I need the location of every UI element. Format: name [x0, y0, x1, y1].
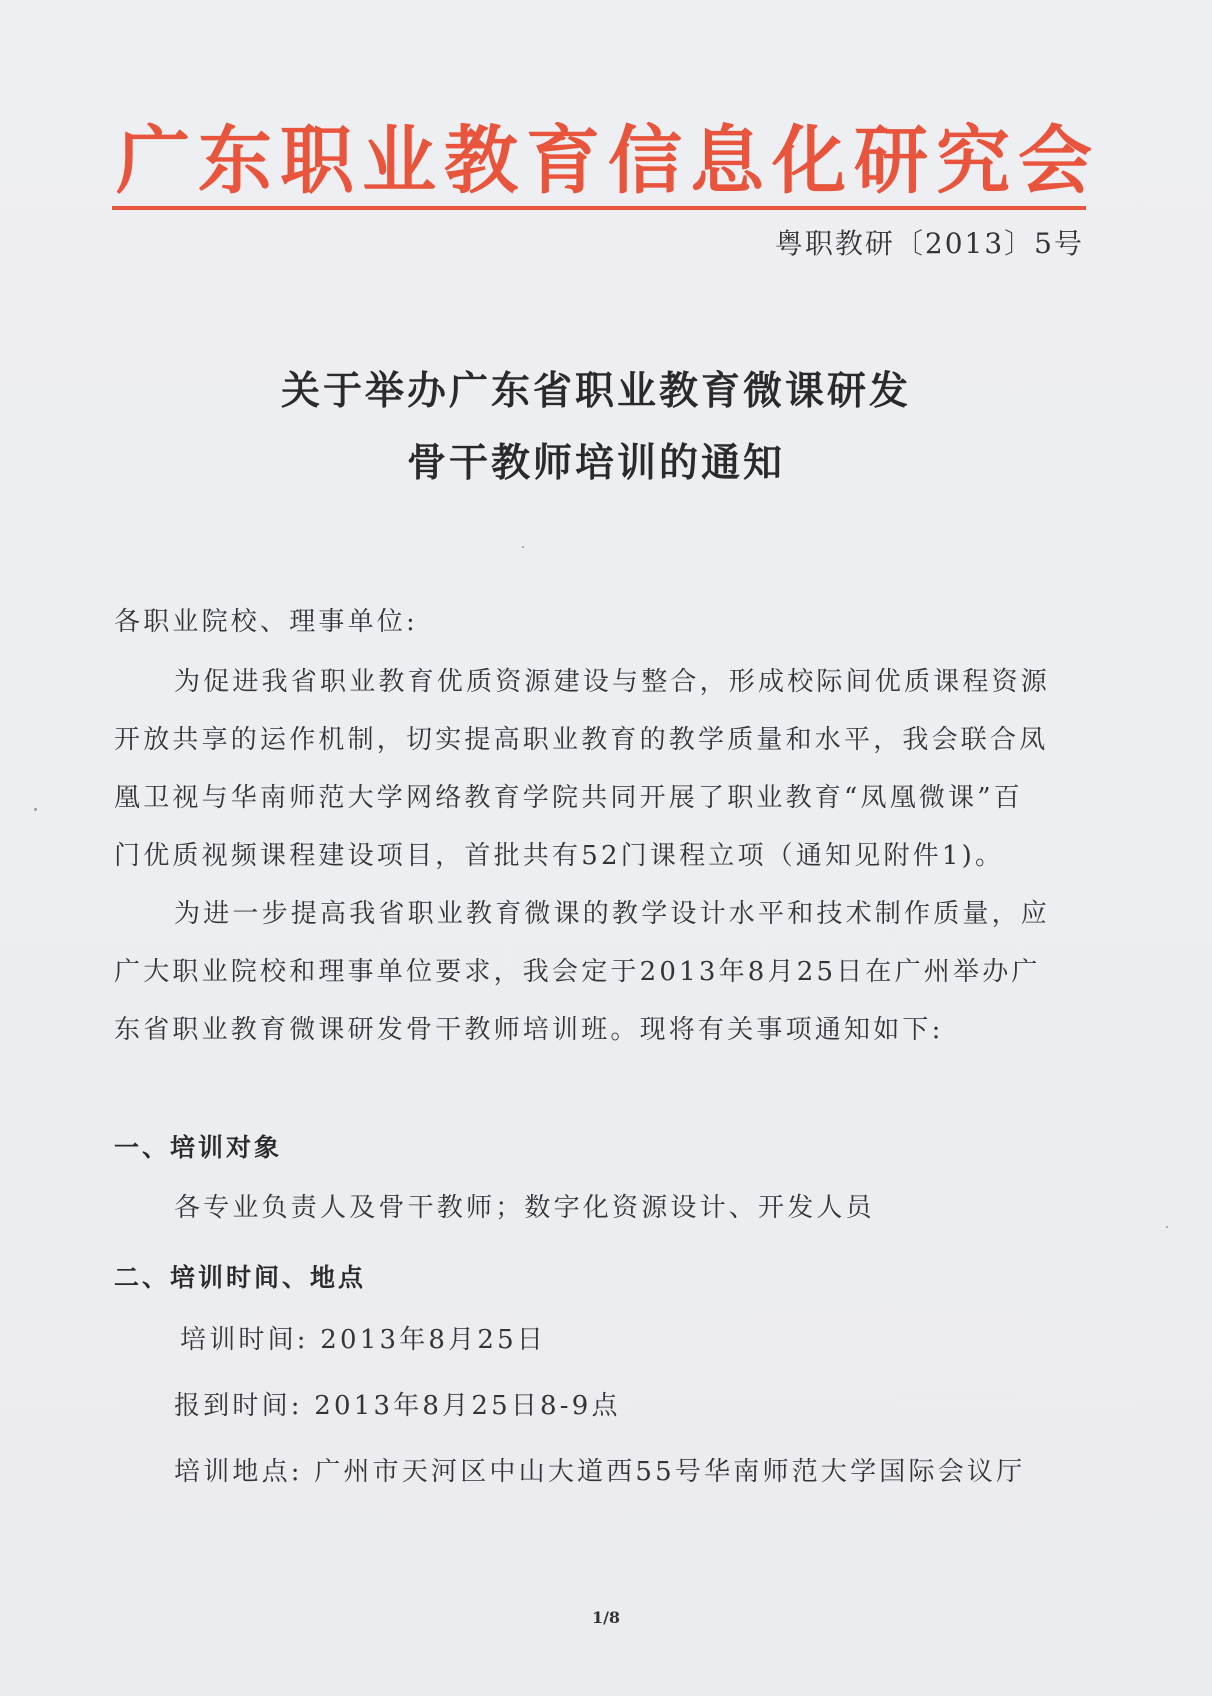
- page-number: 1/8: [591, 1608, 621, 1627]
- section-2-heading: 二、培训时间、地点: [114, 1263, 367, 1292]
- section-1-text: 各专业负责人及骨干教师；数字化资源设计、开发人员: [174, 1193, 875, 1223]
- document-title-line-1: 关于举办广东省职业教育微课研发: [280, 369, 911, 414]
- paragraph-1-line-4: 门优质视频课程建设项目，首批共有52门课程立项（通知见附件1)。: [114, 841, 1005, 871]
- header-red-rule: [112, 206, 1086, 210]
- organization-header: 广东职业教育信息化研究会: [116, 118, 1100, 204]
- paragraph-1-line-1: 为促进我省职业教育优质资源建设与整合，形成校际间优质课程资源: [174, 667, 1051, 697]
- scan-speck: [34, 808, 37, 811]
- paragraph-2-line-2: 广大职业院校和理事单位要求，我会定于2013年8月25日在广州举办广: [114, 957, 1041, 987]
- paragraph-2-line-3: 东省职业教育微课研发骨干教师培训班。现将有关事项通知如下:: [114, 1015, 944, 1045]
- section-1-heading: 一、培训对象: [114, 1133, 283, 1162]
- training-time: 培训时间: 2013年8月25日: [180, 1325, 547, 1355]
- document-title-line-2: 骨干教师培训的通知: [406, 441, 785, 486]
- scan-speck: [522, 546, 524, 548]
- document-number: 粤职教研〔2013〕5号: [774, 227, 1084, 260]
- training-location: 培训地点: 广州市天河区中山大道西55号华南师范大学国际会议厅: [174, 1457, 1026, 1487]
- scan-speck: [1166, 1226, 1168, 1228]
- salutation: 各职业院校、理事单位:: [114, 607, 418, 637]
- paragraph-2-line-1: 为进一步提高我省职业教育微课的教学设计水平和技术制作质量，应: [174, 899, 1051, 929]
- paragraph-1-line-3: 凰卫视与华南师范大学网络教育学院共同开展了职业教育“凤凰微课”百: [114, 783, 1023, 813]
- paragraph-1-line-2: 开放共享的运作机制，切实提高职业教育的教学质量和水平，我会联合凤: [114, 725, 1049, 755]
- registration-time: 报到时间: 2013年8月25日8-9点: [174, 1391, 621, 1421]
